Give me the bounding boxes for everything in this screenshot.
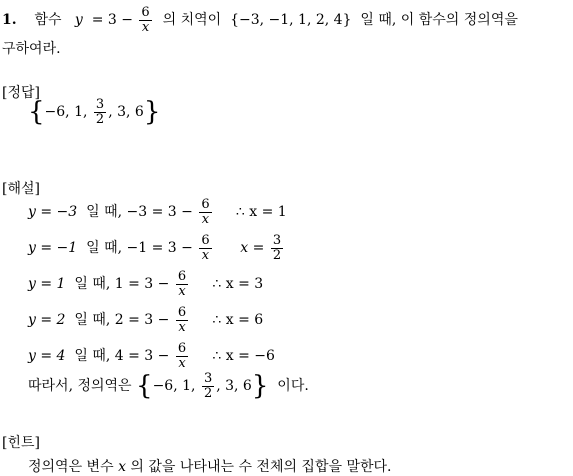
row-result: ∴ x = 1 [235, 204, 287, 221]
hint-heading: [힌트] [2, 435, 40, 451]
function-fraction [139, 6, 151, 34]
solution-row [28, 342, 275, 370]
row-result: ∴ x = 3 [212, 276, 264, 293]
function-eq: = 3 − [91, 12, 133, 29]
range-set: {−3, −1, 1, 2, 4} [230, 12, 352, 29]
row-expr: −3 = 3 − [126, 204, 193, 221]
conclusion-suffix: 이다. [277, 378, 309, 395]
problem-line-2: 구하여라. [2, 41, 61, 57]
row-frac-den: x [178, 283, 186, 299]
row-frac-num: 6 [201, 197, 210, 212]
row-expr: 1 = 3 − [114, 276, 170, 293]
row-frac-num: 6 [177, 341, 187, 356]
hint-text-after: 의 값을 나타내는 수 전체의 집합을 말한다. [130, 459, 392, 475]
row-frac-den: x [201, 247, 210, 263]
conclusion-prefix: 따라서, 정의역은 [28, 378, 132, 395]
row-y: y = −1 [28, 240, 78, 257]
conclusion-frac-num: 3 [203, 371, 213, 386]
row-result-num: 3 [272, 233, 282, 248]
row-expr: 4 = 3 − [114, 348, 170, 365]
left-brace: { [28, 97, 45, 128]
row-result: ∴ x = −6 [212, 348, 275, 365]
row-when: 일 때, [74, 348, 111, 365]
right-brace: } [251, 371, 269, 402]
row-y: y = −3 [28, 204, 78, 221]
row-result-den: 2 [272, 247, 282, 263]
function-y: y [74, 12, 83, 29]
row-when: 일 때, [86, 204, 123, 221]
row-frac-den: x [178, 319, 186, 335]
conclusion-items: −6, 1, [152, 378, 200, 395]
row-fraction [199, 198, 211, 226]
row-result: ∴ x = 6 [212, 312, 264, 329]
row-frac-num: 6 [201, 233, 210, 248]
row-when: 일 때, [86, 240, 123, 257]
fraction-numerator: 6 [141, 5, 150, 20]
solution-row [28, 198, 287, 226]
fraction-denominator: x [141, 19, 150, 35]
solution-heading: [해설] [2, 181, 40, 197]
row-expr: −1 = 3 − [126, 240, 193, 257]
row-result-fraction [271, 234, 283, 262]
row-frac-den: x [178, 355, 186, 371]
row-result-prefix: x = [240, 240, 265, 257]
row-y: y = 1 [28, 276, 66, 293]
answer-heading: [정답] [2, 85, 40, 101]
answer-frac-den: 2 [95, 111, 105, 127]
row-fraction [199, 234, 211, 262]
problem-number: 1. [2, 12, 17, 29]
problem-text-suffix: 일 때, 이 함수의 정의역을 [360, 12, 518, 29]
row-y: y = 2 [28, 312, 66, 329]
hint-var: x [118, 459, 126, 475]
problem-text-prefix: 함수 [34, 12, 62, 29]
row-frac-den: x [201, 211, 210, 227]
conclusion-frac-den: 2 [203, 385, 213, 401]
solution-conclusion [28, 372, 309, 400]
hint-text-before: 정의역은 변수 [28, 459, 114, 475]
solution-row [28, 234, 285, 262]
row-frac-num: 6 [177, 269, 187, 284]
row-y: y = 4 [28, 348, 66, 365]
conclusion-tail: , 3, 6 [216, 378, 252, 395]
left-brace: { [136, 371, 153, 402]
row-fraction [176, 306, 188, 334]
solution-row [28, 270, 263, 298]
answer-items: −6, 1, [44, 104, 92, 121]
row-fraction [176, 342, 188, 370]
answer-tail: , 3, 6 [108, 104, 144, 121]
row-fraction [176, 270, 188, 298]
answer-fraction [94, 98, 106, 126]
problem-text-mid: 의 치역이 [162, 12, 222, 29]
conclusion-fraction [202, 372, 214, 400]
row-when: 일 때, [74, 312, 111, 329]
row-when: 일 때, [74, 276, 111, 293]
problem-line-1 [2, 6, 518, 34]
solution-row [28, 306, 263, 334]
row-frac-num: 6 [177, 305, 187, 320]
answer-frac-num: 3 [95, 97, 105, 112]
hint-text [28, 456, 391, 476]
answer-set [28, 98, 160, 126]
row-expr: 2 = 3 − [114, 312, 170, 329]
right-brace: } [143, 97, 161, 128]
